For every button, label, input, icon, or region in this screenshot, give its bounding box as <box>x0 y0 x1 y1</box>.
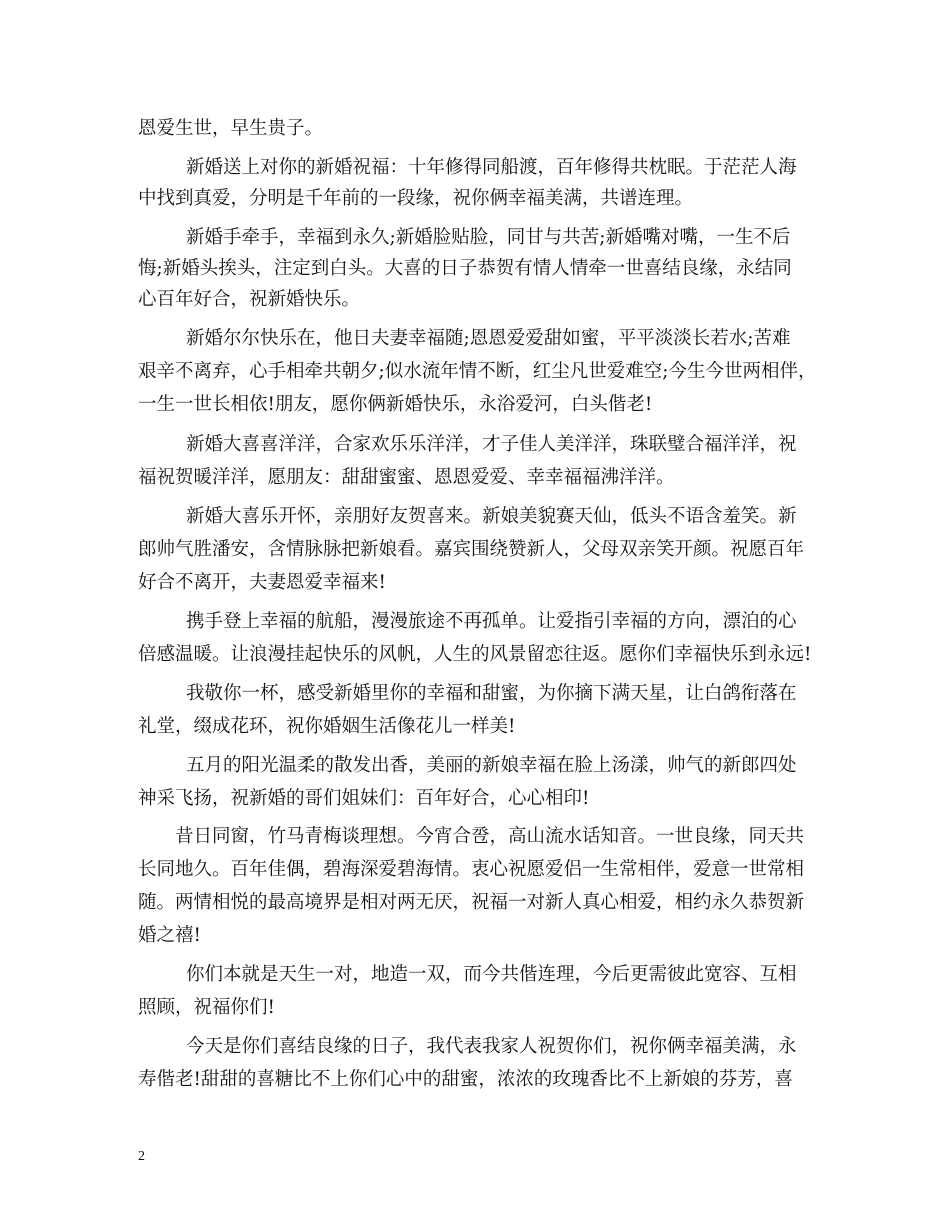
text-line: 长同地久。百年佳偶，碧海深爱碧海情。衷心祝愿爱侣一生常相伴，爱意一世常相 <box>138 859 805 880</box>
paragraph-first-line: 新婚送上对你的新婚祝福：十年修得同船渡，百年修得共枕眠。于茫茫人海 <box>186 157 797 178</box>
text-line: 礼堂，缀成花环，祝你婚姻生活像花儿一样美! <box>138 716 516 737</box>
paragraph-first-line: 你们本就是天生一对，地造一双，而今共偕连理，今后更需彼此宽容、互相 <box>186 964 797 985</box>
text-line: 寿偕老!甜甜的喜糖比不上你们心中的甜蜜，浓浓的玫瑰香比不上新娘的芬芳，喜 <box>138 1069 793 1090</box>
text-line: 福祝贺暖洋洋，愿朋友：甜甜蜜蜜、恩恩爱爱、幸幸福福沸洋洋。 <box>138 467 675 488</box>
text-line: 神采飞扬，祝新婚的哥们姐妹们：百年好合，心心相印! <box>138 788 590 809</box>
paragraph-first-line: 我敬你一杯，感受新婚里你的幸福和甜蜜，为你摘下满天星，让白鸽衔落在 <box>186 683 797 704</box>
paragraph-first-line: 新婚大喜乐开怀，亲朋好友贺喜来。新娘美貌赛天仙，低头不语含羞笑。新 <box>186 506 797 527</box>
paragraph-first-line: 新婚手牵手，幸福到永久;新婚脸贴脸，同甘与共苦;新婚嘴对嘴，一生不后 <box>186 227 791 248</box>
text-line: 倍感温暖。让浪漫挂起快乐的风帆，人生的风景留恋往返。愿你们幸福快乐到永远! <box>138 644 812 665</box>
text-line: 照顾，祝福你们! <box>138 997 275 1018</box>
paragraph-first-line: 五月的阳光温柔的散发出香，美丽的新娘幸福在脸上汤漾，帅气的新郎四处 <box>186 755 797 776</box>
paragraph-first-line: 今天是你们喜结良缘的日子，我代表我家人祝贺你们，祝你俩幸福美满，永 <box>186 1036 797 1057</box>
text-line: 中找到真爱，分明是千年前的一段缘，祝你俩幸福美满，共谱连理。 <box>138 188 694 209</box>
text-line: 恩爱生世，早生贵子。 <box>138 118 324 139</box>
text-line: 艰辛不离弃，心手相牵共朝夕;似水流年情不断，红尘凡世爱难空;今生今世两相伴， <box>138 361 817 382</box>
text-line: 好合不离开，夫妻恩爱幸福来! <box>138 572 386 593</box>
text-line: 心百年好合，祝新婚快乐。 <box>138 289 361 310</box>
paragraph-first-line: 新婚大喜喜洋洋，合家欢乐乐洋洋，才子佳人美洋洋，珠联璧合福洋洋，祝 <box>186 434 797 455</box>
paragraph-first-line: 新婚尔尔快乐在，他日夫妻幸福随;恩恩爱爱甜如蜜，平平淡淡长若水;苦难 <box>186 328 791 349</box>
text-line: 婚之禧! <box>138 925 201 946</box>
text-line: 随。两情相悦的最高境界是相对两无厌，祝福一对新人真心相爱，相约永久恭贺新 <box>138 892 805 913</box>
text-line: 一生一世长相依!朋友，愿你俩新婚快乐，永浴爱河，白头偕老! <box>138 394 653 415</box>
paragraph-first-line: 携手登上幸福的航船，漫漫旅途不再孤单。让爱指引幸福的方向，漂泊的心 <box>186 611 797 632</box>
paragraph-first-line: 昔日同窗，竹马青梅谈理想。今宵合卺，高山流水话知音。一世良缘，同天共 <box>175 826 805 847</box>
text-line: 悔;新婚头挨头，注定到白头。大喜的日子恭贺有情人情牵一世喜结良缘，永结同 <box>138 258 792 279</box>
page-number: 2 <box>138 1149 145 1164</box>
text-line: 郎帅气胜潘安，含情脉脉把新娘看。嘉宾围绕赞新人，父母双亲笑开颜。祝愿百年 <box>138 539 805 560</box>
